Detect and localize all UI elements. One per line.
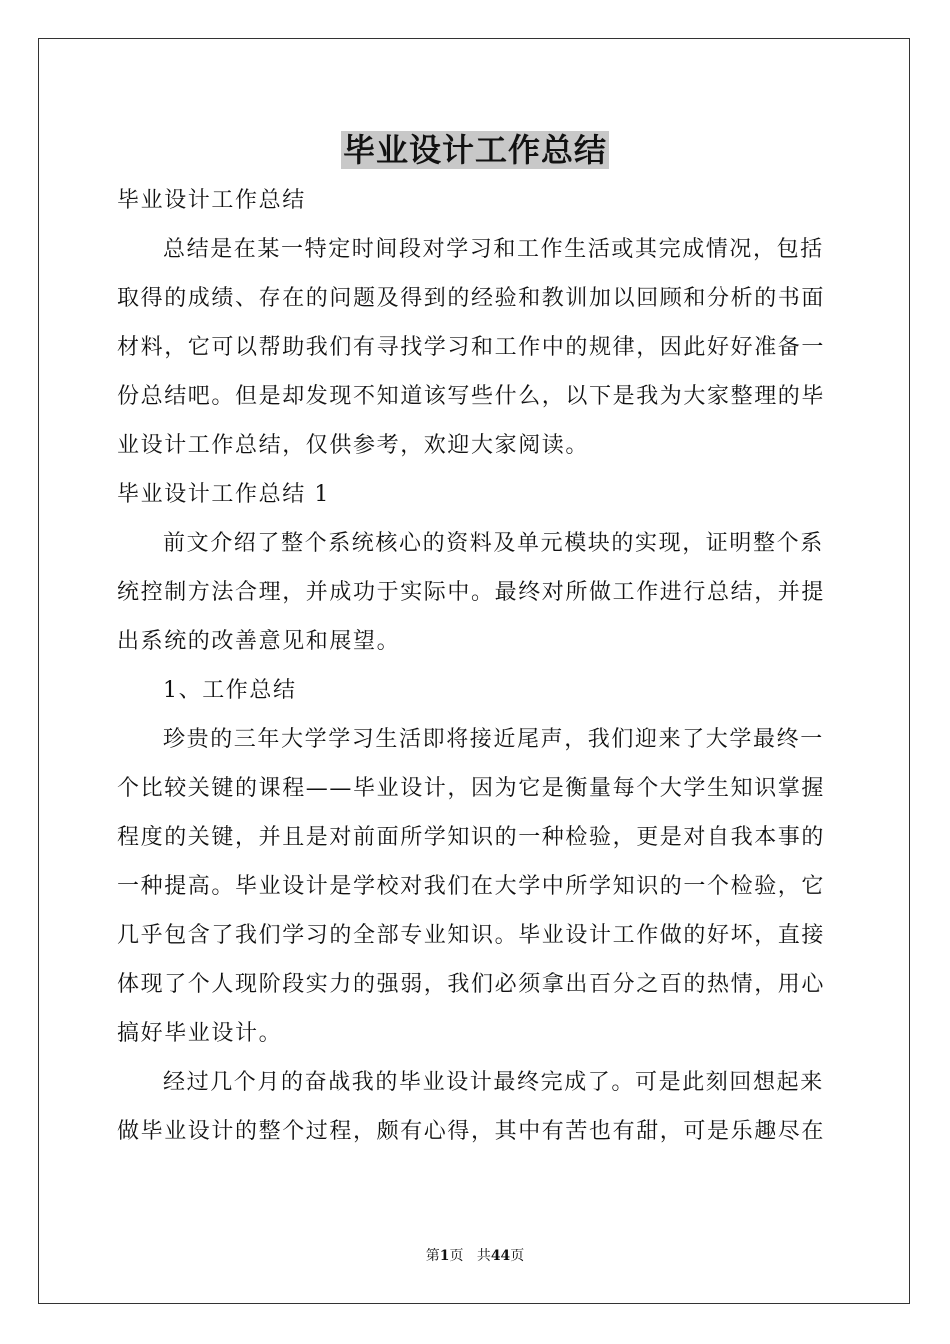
text-line: 业设计工作总结，仅供参考，欢迎大家阅读。 — [117, 433, 590, 458]
text-line: 1、工作总结 — [163, 678, 297, 703]
page-label-suffix: 页 — [449, 1248, 464, 1264]
page-number: 1 — [439, 1248, 450, 1264]
text-line: 程度的关键，并且是对前面所学知识的一种检验，更是对自我本事的 — [117, 825, 826, 850]
text-line: 取得的成绩、存在的问题及得到的经验和教训加以回顾和分析的书面 — [117, 286, 826, 311]
total-label-prefix: 共 — [476, 1248, 491, 1264]
text-line: 搞好毕业设计。 — [117, 1021, 283, 1046]
document-title — [0, 128, 950, 172]
text-line: 材料，它可以帮助我们有寻找学习和工作中的规律，因此好好准备一 — [117, 335, 826, 360]
text-line: 体现了个人现阶段实力的强弱，我们必须拿出百分之百的热情，用心 — [117, 972, 826, 997]
total-pages: 44 — [490, 1248, 511, 1264]
text-line: 毕业设计工作总结 1 — [117, 482, 330, 507]
text-line: 统控制方法合理，并成功于实际中。最终对所做工作进行总结，并提 — [117, 580, 826, 605]
page-footer — [0, 1246, 950, 1266]
text-line: 经过几个月的奋战我的毕业设计最终完成了。可是此刻回想起来 — [163, 1070, 824, 1095]
text-line: 珍贵的三年大学学习生活即将接近尾声，我们迎来了大学最终一 — [163, 727, 824, 752]
page-label-prefix: 第 — [425, 1248, 440, 1264]
text-line: 份总结吧。但是却发现不知道该写些什么，以下是我为大家整理的毕 — [117, 384, 826, 409]
text-line: 一种提高。毕业设计是学校对我们在大学中所学知识的一个检验，它 — [117, 874, 826, 899]
text-line: 毕业设计工作总结 — [117, 188, 306, 213]
total-label-suffix: 页 — [510, 1248, 525, 1264]
text-line: 出系统的改善意见和展望。 — [117, 629, 401, 654]
document-body — [117, 176, 833, 1156]
text-line: 个比较关键的课程——毕业设计，因为它是衡量每个大学生知识掌握 — [117, 776, 826, 801]
text-line: 总结是在某一特定时间段对学习和工作生活或其完成情况，包括 — [163, 237, 824, 262]
document-title-text: 毕业设计工作总结 — [342, 131, 607, 169]
text-line: 前文介绍了整个系统核心的资料及单元模块的实现，证明整个系 — [163, 531, 824, 556]
text-line: 做毕业设计的整个过程，颇有心得，其中有苦也有甜，可是乐趣尽在 — [117, 1119, 826, 1144]
text-line: 几乎包含了我们学习的全部专业知识。毕业设计工作做的好坏，直接 — [117, 923, 826, 948]
